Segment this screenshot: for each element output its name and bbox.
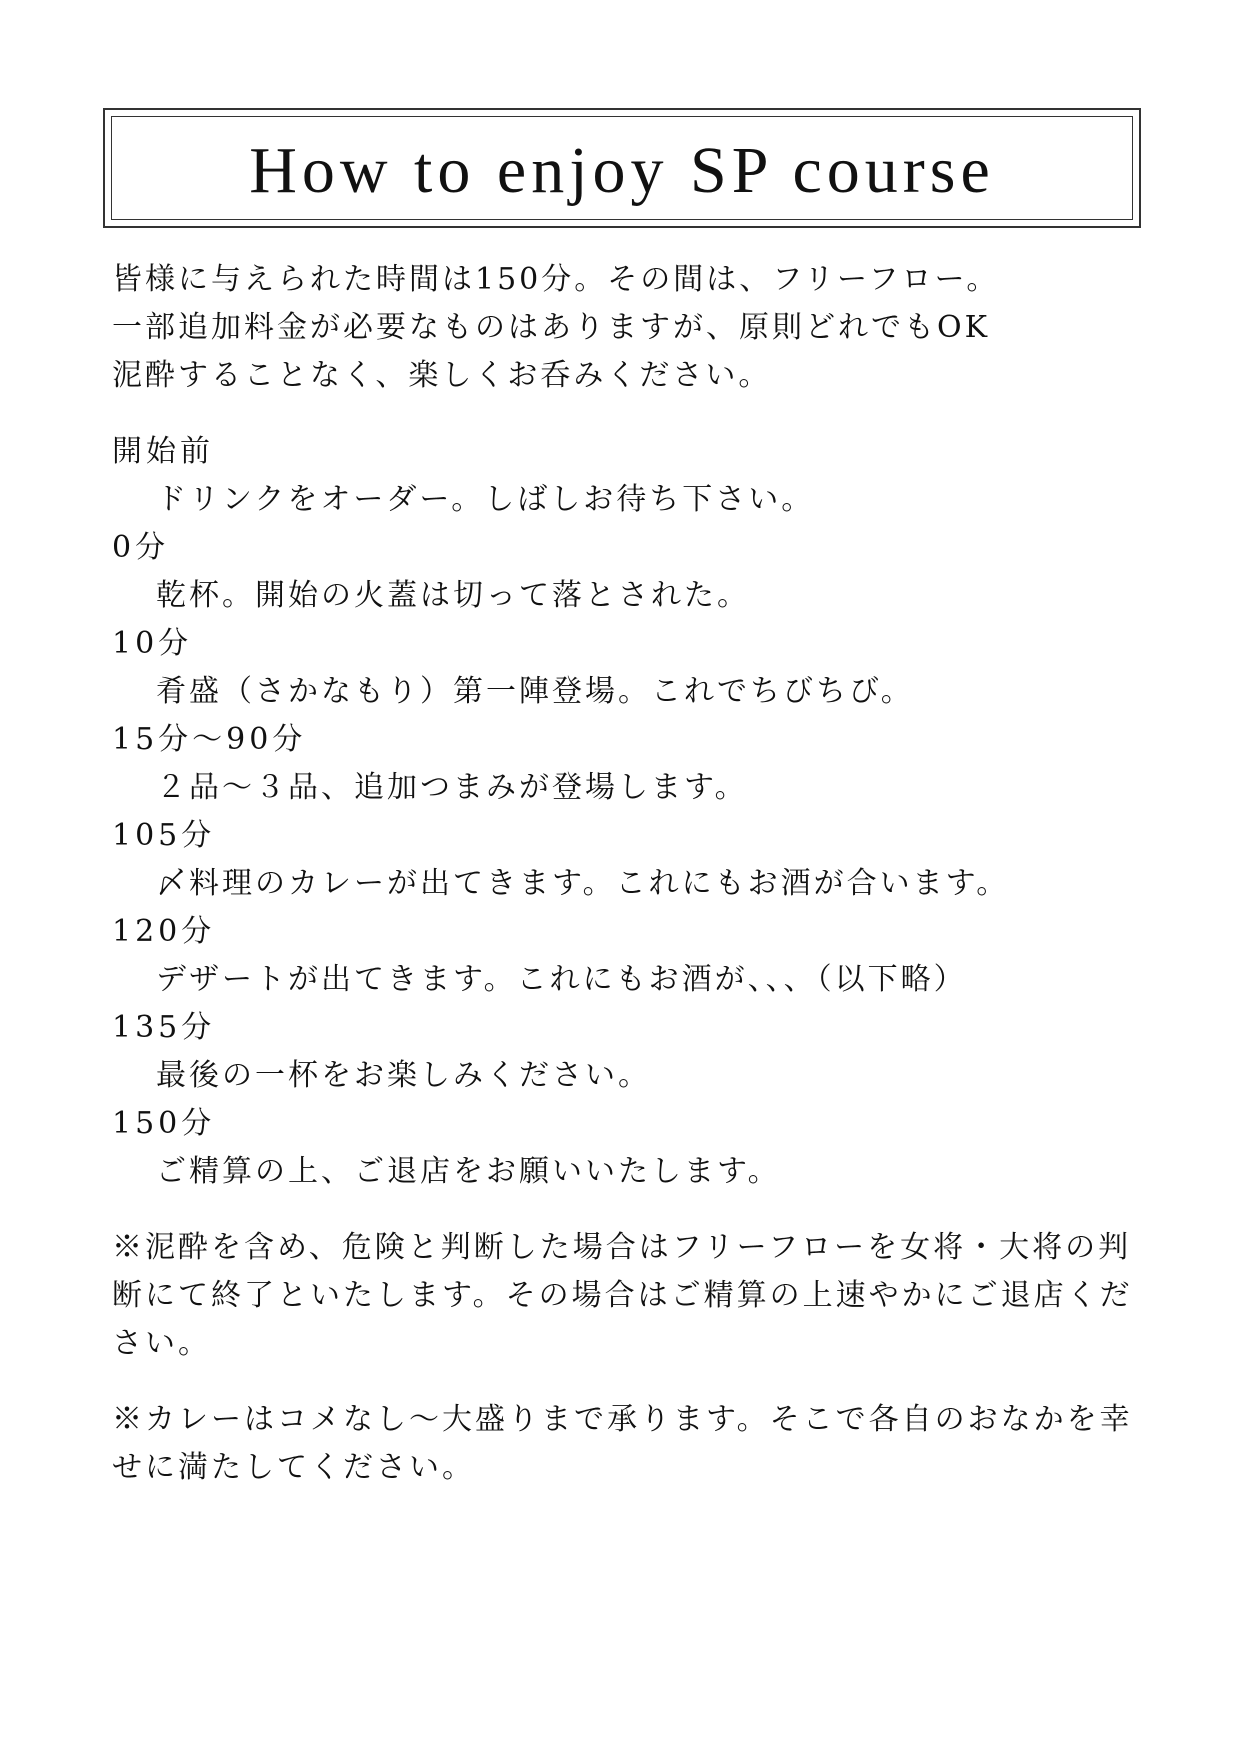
schedule-time: 150分 [112, 1106, 216, 1141]
intro-line: 一部追加料金が必要なものはありますが、原則どれでもOK [112, 310, 991, 345]
intro-line: 皆様に与えられた時間は150分。その間は、フリーフロー。 [112, 262, 1000, 297]
schedule-time: 120分 [112, 914, 216, 949]
note-paragraph: ※カレーはコメなし～大盛りまで承ります。そこで各自のおなかを幸せに満たしてください。 [112, 1402, 1133, 1485]
spacer [112, 1196, 1142, 1224]
schedule-text: 乾杯。開始の火蓋は切って落とされた。 [156, 578, 750, 613]
schedule-text: ドリンクをオーダー。しばしお待ち下さい。 [156, 482, 815, 517]
schedule-text: 最後の一杯をお楽しみください。 [156, 1058, 651, 1093]
schedule-text: ２品～３品、追加つまみが登場します。 [156, 770, 748, 805]
schedule-time: 0分 [112, 530, 170, 565]
schedule-time: 10分 [112, 626, 193, 661]
schedule-text: ご精算の上、ご退店をお願いいたします。 [156, 1154, 781, 1189]
schedule-text: 〆料理のカレーが出てきます。これにもお酒が合います。 [156, 866, 1010, 901]
spacer [112, 400, 1142, 428]
document-body [112, 256, 1142, 1492]
schedule-time: 15分～90分 [112, 722, 307, 757]
intro-line: 泥酔することなく、楽しくお呑みください。 [112, 358, 772, 393]
schedule-time: 135分 [112, 1010, 216, 1045]
title-frame [103, 108, 1141, 228]
page-title: How to enjoy SP course [249, 134, 995, 207]
schedule-time: 105分 [112, 818, 216, 853]
schedule-time: 開始前 [112, 434, 214, 469]
note-paragraph: ※泥酔を含め、危険と判断した場合はフリーフローを女将・大将の判断にて終了といたします。その場合はご精算の上速やかにご退店ください。 [112, 1230, 1133, 1361]
schedule-text: 肴盛（さかなもり）第一陣登場。これでちびちび。 [156, 674, 914, 709]
schedule-text: デザートが出てきます。これにもお酒が、、、（以下略） [156, 962, 967, 997]
spacer [112, 1368, 1142, 1396]
